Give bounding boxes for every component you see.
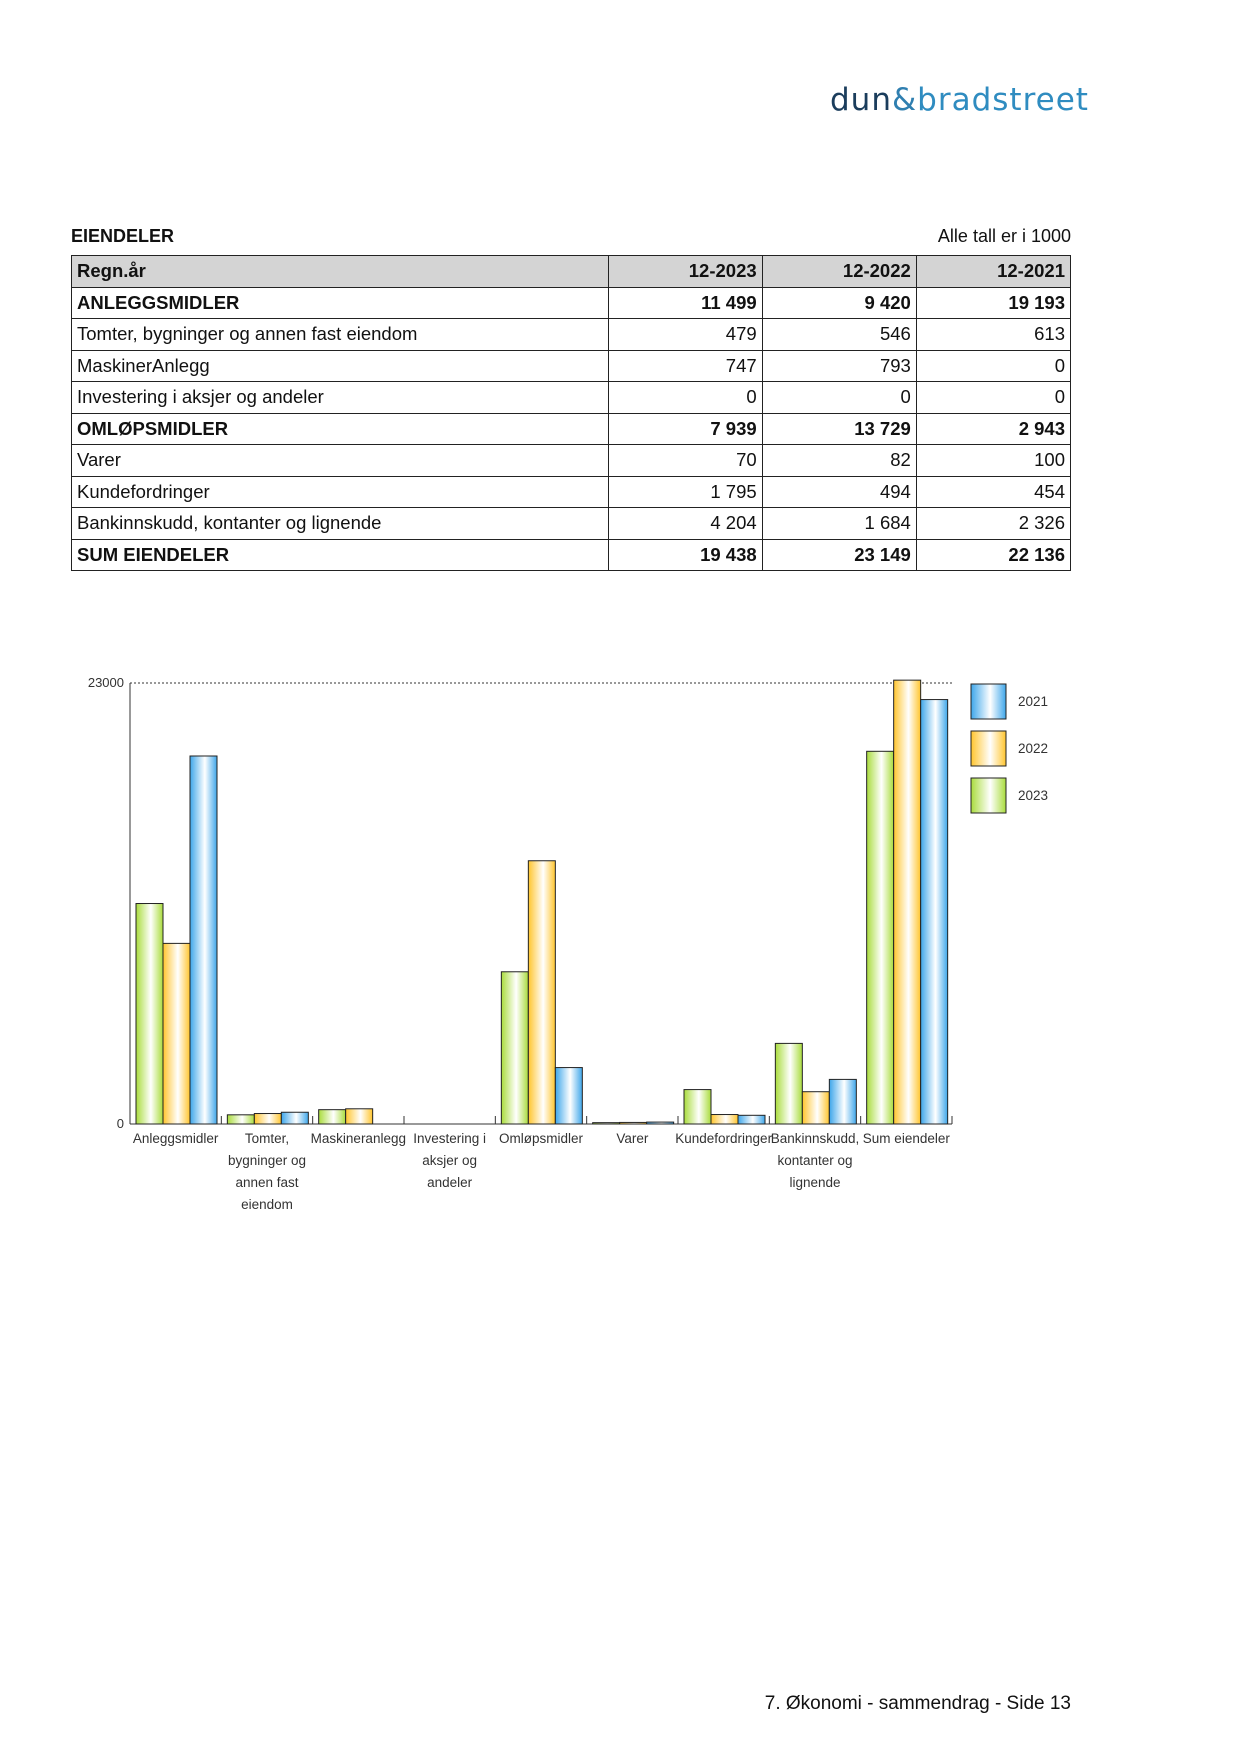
row-value: 13 729 bbox=[762, 413, 916, 445]
row-label: ANLEGGSMIDLER bbox=[72, 287, 609, 319]
row-value: 9 420 bbox=[762, 287, 916, 319]
units-note: Alle tall er i 1000 bbox=[937, 226, 1071, 246]
row-value: 0 bbox=[762, 382, 916, 414]
bar-2023 bbox=[501, 972, 528, 1124]
x-category-label: Kundefordringer bbox=[675, 1131, 773, 1146]
bar-2023 bbox=[593, 1123, 620, 1124]
x-category-label: eiendom bbox=[241, 1197, 293, 1212]
y-tick-label: 23000 bbox=[87, 675, 124, 690]
bar-2021 bbox=[555, 1068, 582, 1124]
bar-2022 bbox=[894, 680, 921, 1124]
row-value: 19 438 bbox=[608, 539, 762, 571]
table-row bbox=[72, 539, 1071, 571]
bar-2021 bbox=[921, 700, 948, 1124]
x-category-label: Anleggsmidler bbox=[132, 1131, 219, 1146]
assets-bar-chart bbox=[60, 670, 1070, 1212]
x-category-label: andeler bbox=[427, 1175, 473, 1190]
row-value: 454 bbox=[916, 476, 1070, 508]
bar-2022 bbox=[620, 1122, 647, 1124]
row-value: 494 bbox=[762, 476, 916, 508]
x-category-label: kontanter og bbox=[777, 1153, 853, 1168]
x-category-label: Sum eiendeler bbox=[862, 1131, 950, 1146]
header-year-2022: 12-2022 bbox=[762, 256, 916, 288]
table-row bbox=[72, 382, 1071, 414]
x-category-label: Bankinnskudd, bbox=[770, 1131, 860, 1146]
row-label: Varer bbox=[72, 445, 609, 477]
row-value: 613 bbox=[916, 319, 1070, 351]
row-value: 7 939 bbox=[608, 413, 762, 445]
table-row bbox=[72, 350, 1071, 382]
x-category-label: lignende bbox=[789, 1175, 841, 1190]
row-value: 100 bbox=[916, 445, 1070, 477]
row-value: 1 795 bbox=[608, 476, 762, 508]
row-label: OMLØPSMIDLER bbox=[72, 413, 609, 445]
legend-swatch-2023 bbox=[971, 778, 1006, 813]
x-category-label: aksjer og bbox=[422, 1153, 478, 1168]
bar-2021 bbox=[829, 1079, 856, 1124]
row-value: 747 bbox=[608, 350, 762, 382]
bar-2021 bbox=[738, 1115, 765, 1124]
y-tick-label: 0 bbox=[116, 1116, 124, 1131]
x-category-label: Omløpsmidler bbox=[498, 1131, 584, 1146]
bar-2022 bbox=[528, 861, 555, 1124]
header-label: Regn.år bbox=[72, 256, 609, 288]
row-value: 19 193 bbox=[916, 287, 1070, 319]
table-row bbox=[72, 445, 1071, 477]
row-value: 11 499 bbox=[608, 287, 762, 319]
row-value: 0 bbox=[916, 382, 1070, 414]
legend-label: 2023 bbox=[1018, 788, 1049, 803]
bar-2023 bbox=[227, 1115, 254, 1124]
row-value: 4 204 bbox=[608, 508, 762, 540]
bar-2023 bbox=[136, 904, 163, 1124]
table-row bbox=[72, 476, 1071, 508]
bar-2022 bbox=[802, 1092, 829, 1124]
bar-2023 bbox=[684, 1090, 711, 1124]
x-category-label: bygninger og bbox=[227, 1153, 307, 1168]
row-value: 1 684 bbox=[762, 508, 916, 540]
header-year-2023: 12-2023 bbox=[608, 256, 762, 288]
bar-2023 bbox=[775, 1043, 802, 1124]
bar-2021 bbox=[190, 756, 217, 1124]
row-value: 22 136 bbox=[916, 539, 1070, 571]
section-title: EIENDELER bbox=[71, 226, 175, 246]
bar-2022 bbox=[346, 1109, 373, 1124]
legend-label: 2022 bbox=[1018, 741, 1049, 756]
row-value: 82 bbox=[762, 445, 916, 477]
legend-label: 2021 bbox=[1018, 694, 1049, 709]
legend-swatch-2021 bbox=[971, 684, 1006, 719]
table-row bbox=[72, 413, 1071, 445]
bar-2022 bbox=[711, 1115, 738, 1124]
row-label: Bankinnskudd, kontanter og lignende bbox=[72, 508, 609, 540]
table-row bbox=[72, 287, 1071, 319]
row-value: 0 bbox=[916, 350, 1070, 382]
row-value: 546 bbox=[762, 319, 916, 351]
row-value: 479 bbox=[608, 319, 762, 351]
row-value: 70 bbox=[608, 445, 762, 477]
table-row bbox=[72, 319, 1071, 351]
table-header-row bbox=[72, 256, 1071, 288]
x-category-label: annen fast bbox=[235, 1175, 299, 1190]
row-label: MaskinerAnlegg bbox=[72, 350, 609, 382]
dun-bradstreet-logo: dun&bradstreet bbox=[830, 82, 1089, 118]
row-label: Investering i aksjer og andeler bbox=[72, 382, 609, 414]
x-category-label: Investering i bbox=[413, 1131, 487, 1146]
row-value: 0 bbox=[608, 382, 762, 414]
row-value: 23 149 bbox=[762, 539, 916, 571]
bar-2021 bbox=[647, 1122, 674, 1124]
bar-2023 bbox=[867, 751, 894, 1124]
header-year-2021: 12-2021 bbox=[916, 256, 1070, 288]
bar-2022 bbox=[254, 1114, 281, 1124]
row-label: SUM EIENDELER bbox=[72, 539, 609, 571]
row-label: Kundefordringer bbox=[72, 476, 609, 508]
x-category-label: Tomter, bbox=[244, 1131, 290, 1146]
row-label: Tomter, bygninger og annen fast eiendom bbox=[72, 319, 609, 351]
page-footer: 7. Økonomi - sammendrag - Side 13 bbox=[764, 1693, 1071, 1714]
row-value: 2 326 bbox=[916, 508, 1070, 540]
bar-2021 bbox=[281, 1112, 308, 1124]
row-value: 793 bbox=[762, 350, 916, 382]
bar-2023 bbox=[319, 1110, 346, 1124]
x-category-label: Maskineranlegg bbox=[310, 1131, 406, 1146]
bar-2022 bbox=[163, 943, 190, 1124]
table-row bbox=[72, 508, 1071, 540]
legend-swatch-2022 bbox=[971, 731, 1006, 766]
x-category-label: Varer bbox=[616, 1131, 649, 1146]
assets-table bbox=[71, 255, 1071, 571]
row-value: 2 943 bbox=[916, 413, 1070, 445]
